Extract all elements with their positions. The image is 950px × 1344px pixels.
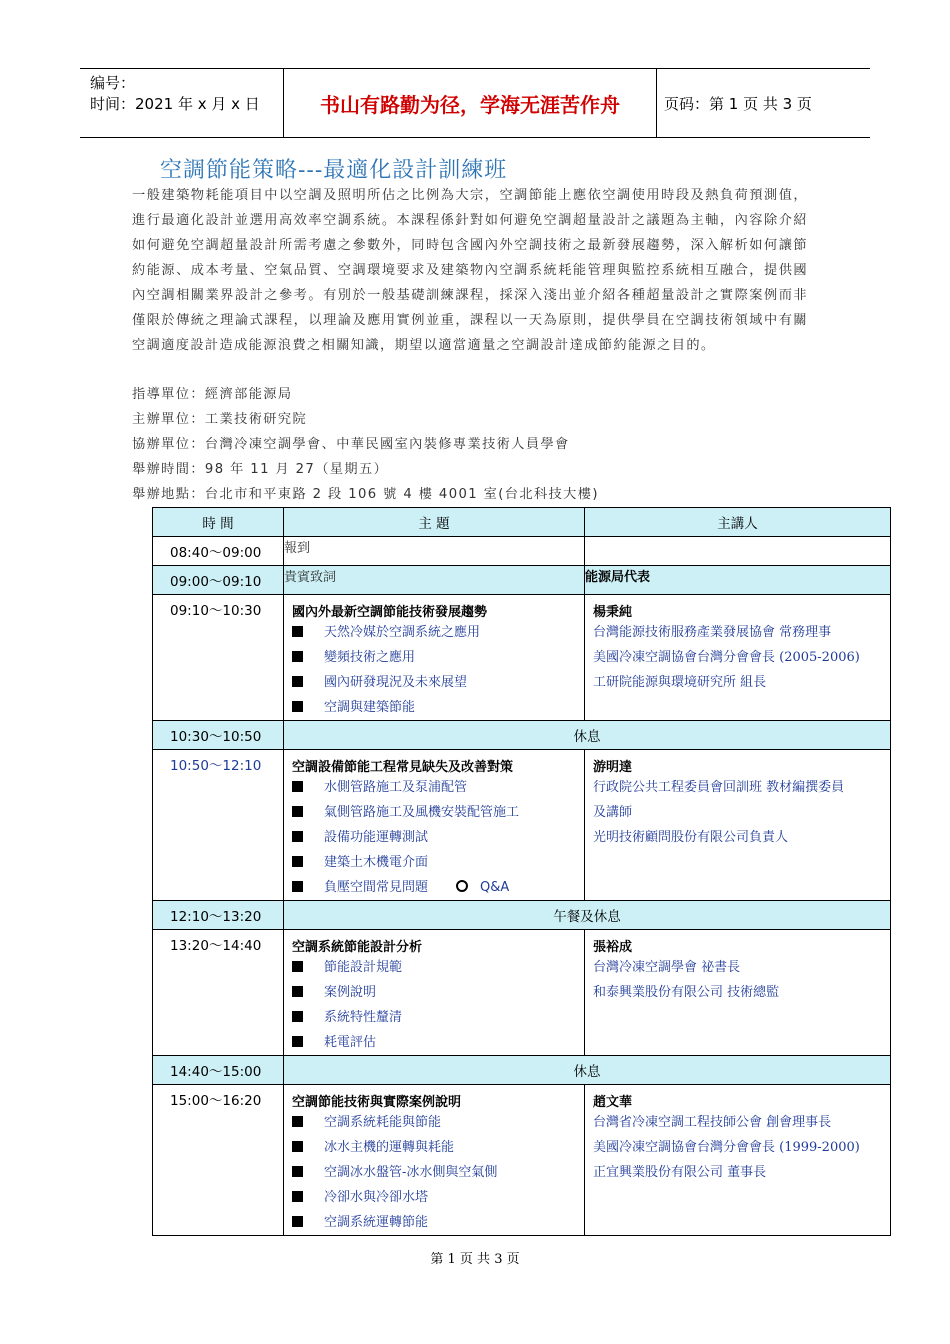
row-time: 09:10～10:30 <box>153 595 284 721</box>
square-bullet-icon <box>292 1141 303 1152</box>
page-footer: 第 1 页 共 3 页 <box>430 1252 520 1267</box>
speaker-title: 及講師 <box>593 805 633 820</box>
square-bullet-icon <box>292 676 303 687</box>
break-label: 休息 <box>284 1056 891 1085</box>
speaker-title: 台灣冷凍空調學會 祕書長 <box>593 960 741 975</box>
speaker-title: 行政院公共工程委員會回訓班 教材編撰委員 <box>593 780 845 795</box>
list-item: 系統特性釐清 <box>284 1005 584 1030</box>
header-speaker: 主講人 <box>585 508 891 537</box>
info-co-organizer: 協辦單位：台灣冷凍空調學會、中華民國室內裝修專業技術人員學會 <box>132 437 570 452</box>
row-topic-cell <box>284 930 585 1056</box>
intro-paragraph: 一般建築物耗能項目中以空調及照明所佔之比例為大宗，空調節能上應依空調使用時段及熱負荷預測值，進行最適化設計並選用高效率空調系統。本課程係針對如何避免空調超量設計之議題為主軸，內容除介紹如何避免空調超量設計所需考慮之參數外，同時包含國內外空調技術之最新發展趨勢，深入解析如何讓節約能源、成本考量、空氣品質、空調環境要求及建築物內空調系統耗能管理與監控系統相互融合，提供國內空調相關業界設計之參考。有別於一般基礎訓練課程，採深入淺出並介紹各種超量設計之實際案例而非僅限於傳統之理論式課程，以理論及應用實例並重，課程以一天為原則，提供學員在空調技術領域中有關空調適度設計造成能源浪費之相關知識，期望以適當適量之空調設計達成節約能源之目的。 <box>132 188 808 353</box>
info-organizer: 主辦單位：工業技術研究院 <box>132 412 308 427</box>
list-item: 水側管路施工及泵浦配管 <box>284 775 584 800</box>
speaker-name: 游明達 <box>593 760 633 775</box>
speaker-title: 工研院能源與環境研究所 組長 <box>593 675 767 690</box>
table-row-break <box>153 901 891 930</box>
speaker-name: 張裕成 <box>593 940 633 955</box>
list-item: 空調系統耗能與節能 <box>284 1110 584 1135</box>
list-item: 負壓空間常見問題 Q&A <box>284 875 584 900</box>
list-item: 冰水主機的運轉與耗能 <box>284 1135 584 1160</box>
speaker-name: 趙文華 <box>593 1095 633 1110</box>
page-header <box>80 68 870 138</box>
list-item: 變頻技術之應用 <box>284 645 584 670</box>
row-speaker <box>585 537 891 566</box>
square-bullet-icon <box>292 781 303 792</box>
square-bullet-icon <box>292 806 303 817</box>
speaker-title: 美國冷凍空調協會台灣分會會長 (1999-2000) <box>593 1140 860 1155</box>
speaker-title: 台灣能源技術服務產業發展協會 常務理事 <box>593 625 832 640</box>
table-row <box>153 750 891 901</box>
row-topic-cell <box>284 1085 585 1236</box>
row-topic-cell <box>284 595 585 721</box>
row-time: 12:10～13:20 <box>153 901 284 930</box>
row-time: 15:00～16:20 <box>153 1085 284 1236</box>
header-topic: 主 題 <box>284 508 585 537</box>
row-speaker-cell <box>585 595 891 721</box>
document-number: 编号： <box>90 74 136 92</box>
header-page-number: 页码：第 1 页 共 3 页 <box>664 94 812 113</box>
square-bullet-icon <box>292 856 303 867</box>
table-header-row <box>153 508 891 537</box>
table-row <box>153 1085 891 1236</box>
row-topic-cell <box>284 750 585 901</box>
square-bullet-icon <box>292 1191 303 1202</box>
square-bullet-icon <box>292 1216 303 1227</box>
list-item: 氣側管路施工及風機安裝配管施工 <box>284 800 584 825</box>
square-bullet-icon <box>292 961 303 972</box>
row-topic: 報到 <box>284 537 585 566</box>
list-item: 空調冰水盤管-冰水側與空氣側 <box>284 1160 584 1185</box>
row-time: 10:30～10:50 <box>153 721 284 750</box>
list-item: 空調與建築節能 <box>284 695 584 720</box>
table-row <box>153 595 891 721</box>
row-time: 13:20～14:40 <box>153 930 284 1056</box>
table-row <box>153 930 891 1056</box>
circle-bullet-icon <box>456 880 468 892</box>
info-advisor: 指導單位：經濟部能源局 <box>132 387 293 402</box>
row-time: 10:50～12:10 <box>153 750 284 901</box>
row-speaker: 能源局代表 <box>585 566 891 595</box>
table-row <box>153 566 891 595</box>
session-topic: 空調節能技術與實際案例說明 <box>292 1095 462 1110</box>
info-date: 舉辦時間：98 年 11 月 27（星期五） <box>132 462 389 477</box>
header-motto: 书山有路勤为径，学海无涯苦作舟 <box>283 69 657 137</box>
table-row-break <box>153 1056 891 1085</box>
square-bullet-icon <box>292 881 303 892</box>
square-bullet-icon <box>292 626 303 637</box>
session-topic: 空調系統節能設計分析 <box>292 940 423 955</box>
list-item: 冷卻水與冷卻水塔 <box>284 1185 584 1210</box>
session-topic: 空調設備節能工程常見缺失及改善對策 <box>292 760 514 775</box>
speaker-name: 楊秉純 <box>593 605 633 620</box>
row-speaker-cell <box>585 1085 891 1236</box>
header-meta <box>90 73 260 115</box>
list-item: 建築土木機電介面 <box>284 850 584 875</box>
header-time: 時 間 <box>153 508 284 537</box>
schedule-table <box>152 507 891 1236</box>
break-label: 午餐及休息 <box>284 901 891 930</box>
row-speaker-cell <box>585 750 891 901</box>
list-item: 耗電評估 <box>284 1030 584 1055</box>
speaker-title: 光明技術顧問股份有限公司負責人 <box>593 830 789 845</box>
page-title: 空調節能策略---最適化設計訓練班 <box>160 158 508 183</box>
square-bullet-icon <box>292 701 303 712</box>
square-bullet-icon <box>292 651 303 662</box>
square-bullet-icon <box>292 1011 303 1022</box>
speaker-title: 美國冷凍空調協會台灣分會會長 (2005-2006) <box>593 650 860 665</box>
list-item: 案例說明 <box>284 980 584 1005</box>
table-row-break <box>153 721 891 750</box>
speaker-title: 正宜興業股份有限公司 董事長 <box>593 1165 767 1180</box>
row-topic: 貴賓致詞 <box>284 566 585 595</box>
square-bullet-icon <box>292 831 303 842</box>
list-item: 天然冷媒於空調系統之應用 <box>284 620 584 645</box>
list-item: 空調系統運轉節能 <box>284 1210 584 1235</box>
square-bullet-icon <box>292 1116 303 1127</box>
list-item: 節能設計規範 <box>284 955 584 980</box>
document-date: 时间：2021 年 x 月 x 日 <box>90 95 260 113</box>
square-bullet-icon <box>292 1036 303 1047</box>
row-speaker-cell <box>585 930 891 1056</box>
table-row <box>153 537 891 566</box>
qa-label: Q&A <box>480 880 510 895</box>
speaker-title: 台灣省冷凍空調工程技師公會 創會理事長 <box>593 1115 832 1130</box>
break-label: 休息 <box>284 721 891 750</box>
row-time: 09:00～09:10 <box>153 566 284 595</box>
speaker-title: 和泰興業股份有限公司 技術總監 <box>593 985 780 1000</box>
row-time: 08:40～09:00 <box>153 537 284 566</box>
list-item: 設備功能運轉測試 <box>284 825 584 850</box>
square-bullet-icon <box>292 1166 303 1177</box>
square-bullet-icon <box>292 986 303 997</box>
row-time: 14:40～15:00 <box>153 1056 284 1085</box>
info-location: 舉辦地點：台北市和平東路 2 段 106 號 4 樓 4001 室(台北科技大樓) <box>132 487 599 502</box>
session-topic: 國內外最新空調節能技術發展趨勢 <box>292 605 488 620</box>
list-item: 國內研發現況及未來展望 <box>284 670 584 695</box>
